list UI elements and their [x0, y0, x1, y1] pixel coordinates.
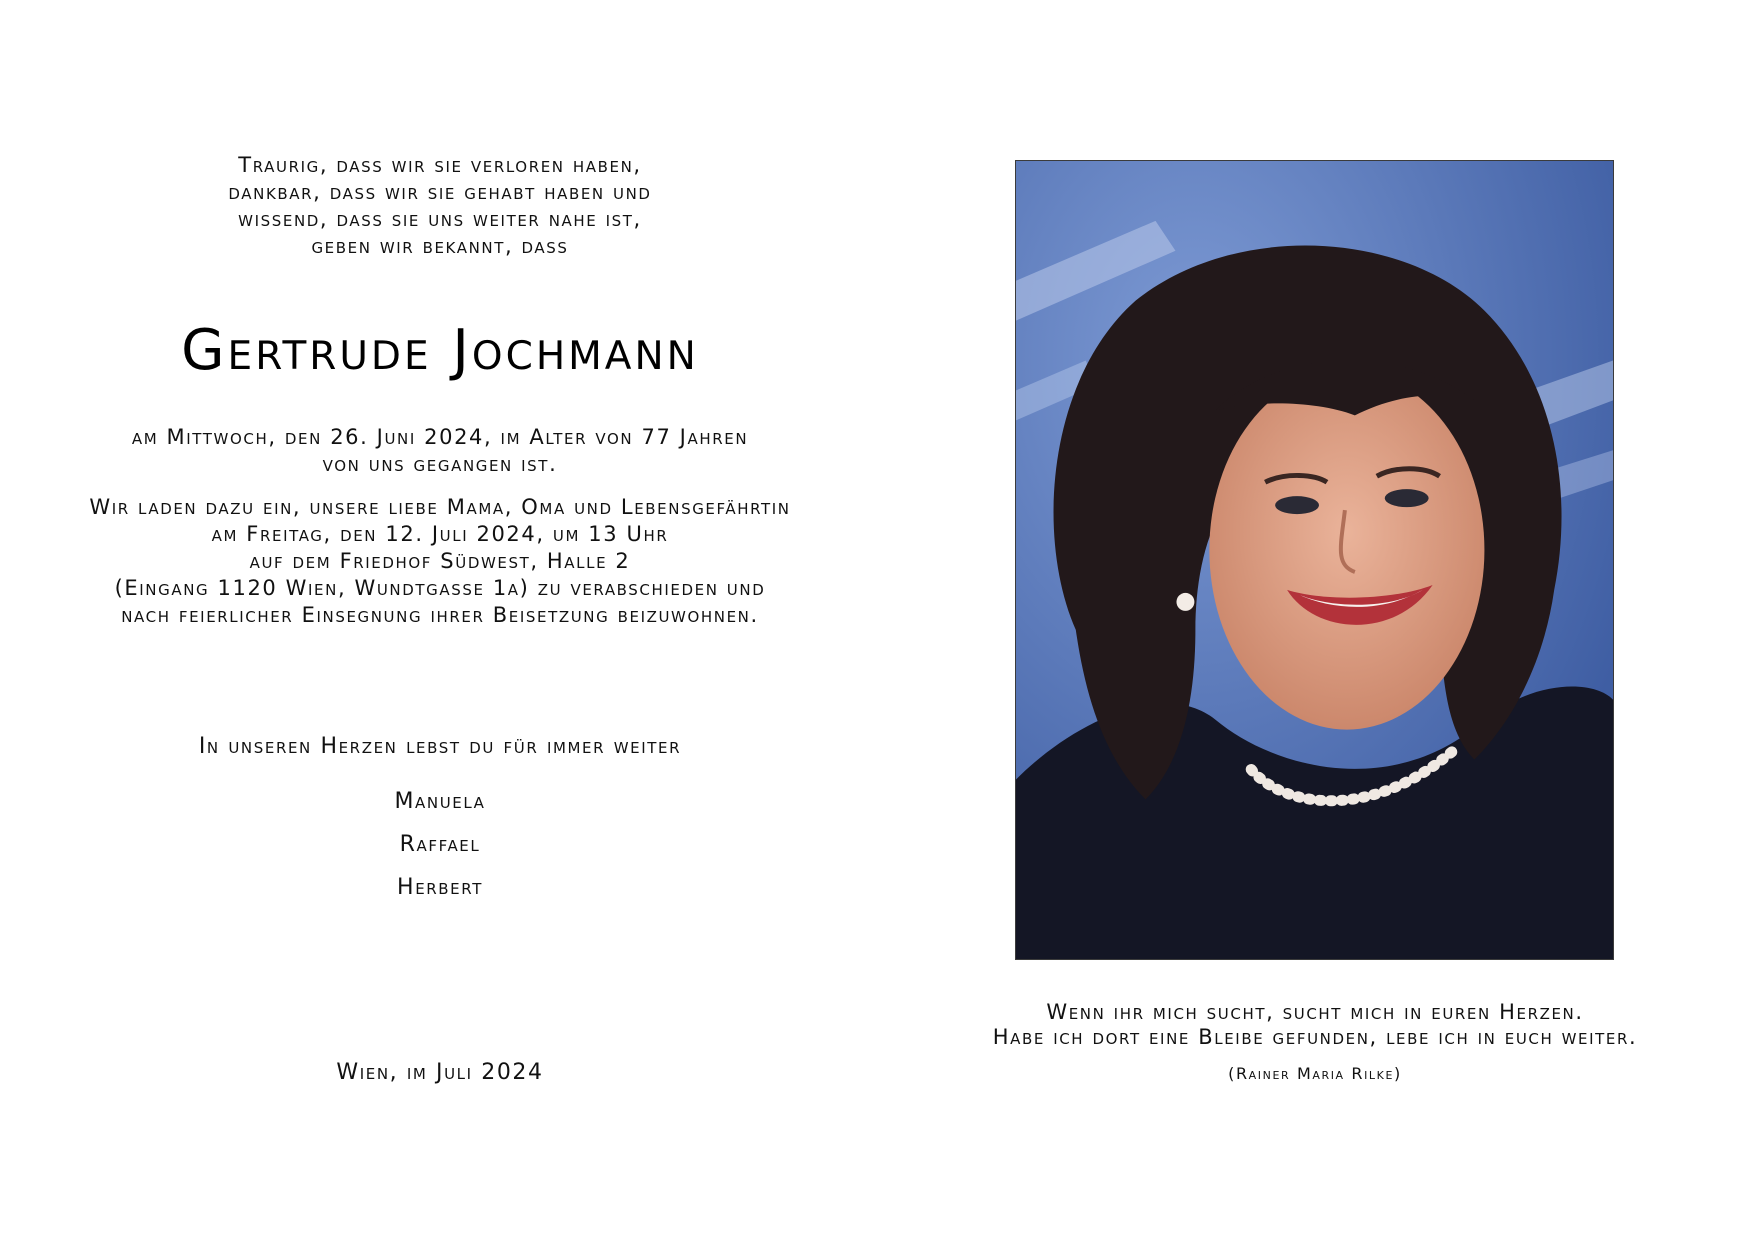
mourner-name: Raffael	[399, 832, 481, 857]
left-eye	[1275, 496, 1319, 514]
intro-line: geben wir bekannt, dass	[311, 234, 569, 258]
passing-text	[40, 424, 840, 478]
mourners-list	[40, 780, 840, 909]
portrait-illustration	[1016, 161, 1613, 959]
passing-line: von uns gegangen ist.	[322, 452, 558, 476]
invitation-text	[40, 494, 840, 629]
intro-line: dankbar, dass wir sie gehabt haben und	[228, 180, 652, 204]
invitation-line: Wir laden dazu ein, unsere liebe Mama, Oma und Lebensgefährtin	[89, 495, 791, 519]
deceased-name: Gertrude Jochmann	[181, 318, 699, 383]
quote-line: Habe ich dort eine Bleibe gefunden, lebe ich in euch weiter.	[992, 1025, 1638, 1049]
mourner-name: Manuela	[394, 789, 486, 814]
invitation-line: auf dem Friedhof Südwest, Halle 2	[249, 549, 631, 573]
passing-line: am Mittwoch, den 26. Juni 2024, im Alter von 77 Jahren	[131, 425, 749, 449]
invitation-line: (Eingang 1120 Wien, Wundtgasse 1a) zu verabschieden und	[114, 576, 766, 600]
quote-line: Wenn ihr mich sucht, sucht mich in euren Herzen.	[1046, 1000, 1584, 1024]
right-eye	[1385, 489, 1429, 507]
intro-text	[40, 152, 840, 260]
intro-line: Traurig, dass wir sie verloren haben,	[238, 153, 642, 177]
invitation-line: am Freitag, den 12. Juli 2024, um 13 Uhr	[211, 522, 669, 546]
place-and-date: Wien, im Juli 2024	[336, 1060, 544, 1085]
remembrance-line: In unseren Herzen lebst du für immer weiter	[198, 734, 682, 759]
face	[1209, 370, 1484, 729]
quote-text	[920, 1000, 1710, 1050]
portrait-photo	[1015, 160, 1614, 960]
invitation-line: nach feierlicher Einsegnung ihrer Beisetzung beizuwohnen.	[121, 603, 759, 627]
mourner-name: Herbert	[397, 875, 483, 900]
quote-author: (Rainer Maria Rilke)	[1228, 1064, 1402, 1083]
pearl-earring	[1176, 593, 1194, 611]
intro-line: wissend, dass sie uns weiter nahe ist,	[238, 207, 642, 231]
